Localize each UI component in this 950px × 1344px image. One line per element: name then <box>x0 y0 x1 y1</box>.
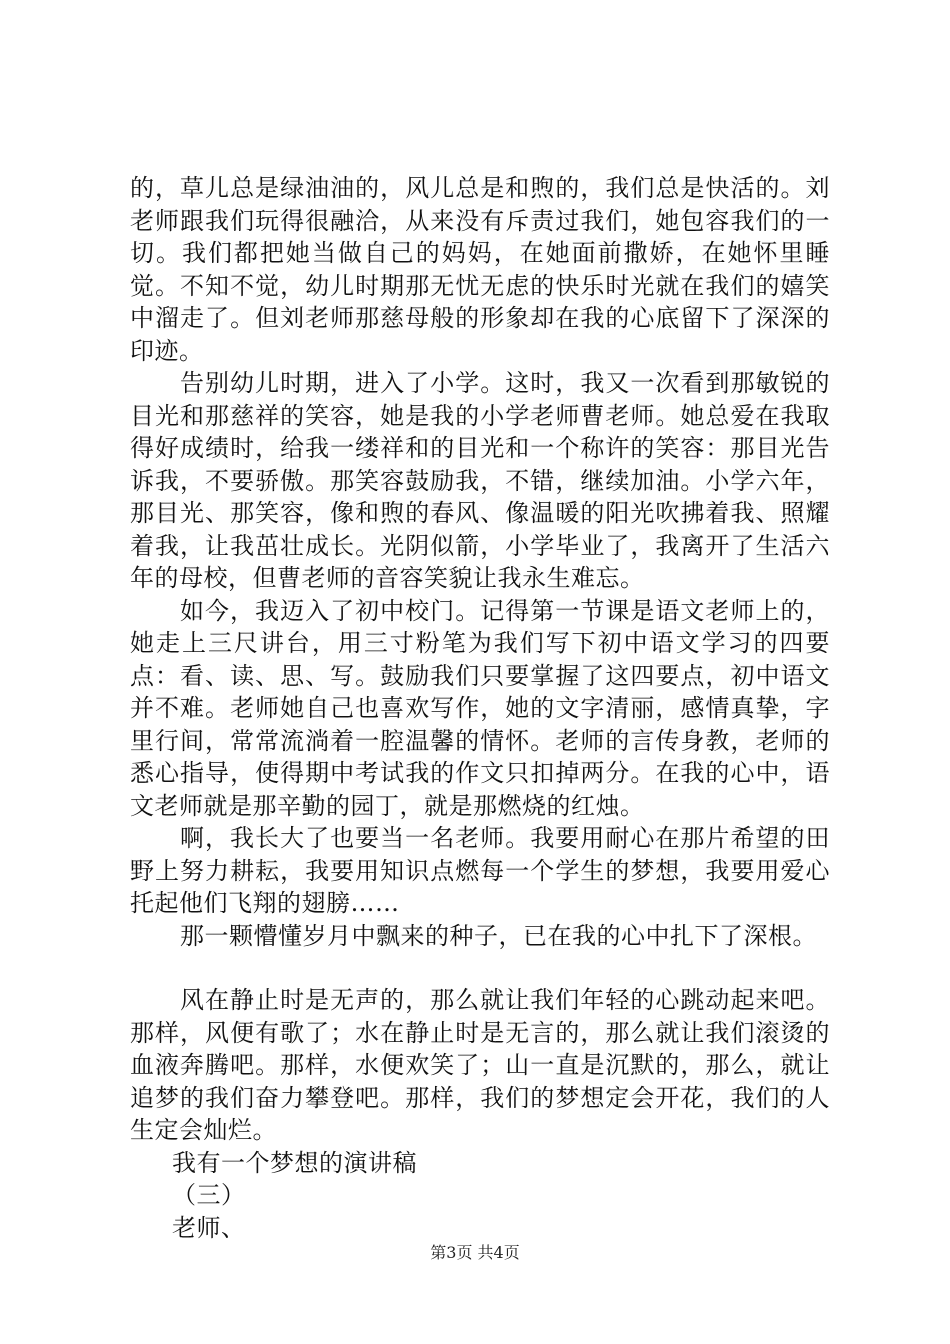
page-number-footer: 第3页 共4页 <box>430 1243 520 1262</box>
section-number: （三） <box>172 1181 246 1209</box>
salutation: 老师、 <box>172 1213 246 1242</box>
document-body <box>130 172 830 1244</box>
paragraph-aspiration: 啊，我长大了也要当一名老师。我要用耐心在那片希望的田野上努力耕耘，我要用知识点燃每一个学生的梦想，我要用爱心托起他们飞翔的翅膀…… <box>130 824 830 917</box>
paragraph-kindergarten: 的，草儿总是绿油油的，风儿总是和煦的，我们总是快活的。刘老师跟我们玩得很融洽，从来没有斥责过我们，她包容我们的一切。我们都把她当做自己的妈妈，在她面前撒娇，在她怀里睡觉。不知不觉，幼儿时期那无忧无虑的快乐时光就在我们的嬉笑中溜走了。但刘老师那慈母般的形象却在我的心底留下了深深的印迹。 <box>130 174 830 365</box>
paragraph-middle-school: 如今，我迈入了初中校门。记得第一节课是语文老师上的，她走上三尺讲台，用三寸粉笔为我们写下初中语文学习的四要点：看、读、思、写。鼓励我们只要掌握了这四要点，初中语文并不难。老师她自己也喜欢写作，她的文字清丽，感情真挚，字里行间，常常流淌着一腔温馨的情怀。老师的言传身教，老师的悉心指导，使得期中考试我的作文只扣掉两分。在我的心中，语文老师就是那辛勤的园丁，就是那燃烧的红烛。 <box>130 596 830 820</box>
paragraph-primary-school: 告别幼儿时期，进入了小学。这时，我又一次看到那敏锐的目光和那慈祥的笑容，她是我的小学老师曹老师。她总爱在我取得好成绩时，给我一缕祥和的目光和一个称许的笑容：那目光告诉我，不要骄傲。那笑容鼓励我，不错，继续加油。小学六年，那目光、那笑容，像和煦的春风、像温暖的阳光吹拂着我、照耀着我，让我茁壮成长。光阴似箭，小学毕业了，我离开了生活六年的母校，但曹老师的音容笑貌让我永生难忘。 <box>130 369 830 592</box>
speech-title: 我有一个梦想的演讲稿 <box>172 1148 417 1177</box>
paragraph-seed: 那一颗懵懂岁月中飘来的种子，已在我的心中扎下了深根。 <box>180 921 817 950</box>
paragraph-wind-water-mountain: 风在静止时是无声的，那么就让我们年轻的心跳动起来吧。那样，风便有歌了；水在静止时是无言的，那么就让我们滚烫的血液奔腾吧。那样，水便欢笑了；山一直是沉默的，那么，就让追梦的我们奋力攀登吧。那样，我们的梦想定会开花，我们的人生定会灿烂。 <box>130 986 830 1144</box>
